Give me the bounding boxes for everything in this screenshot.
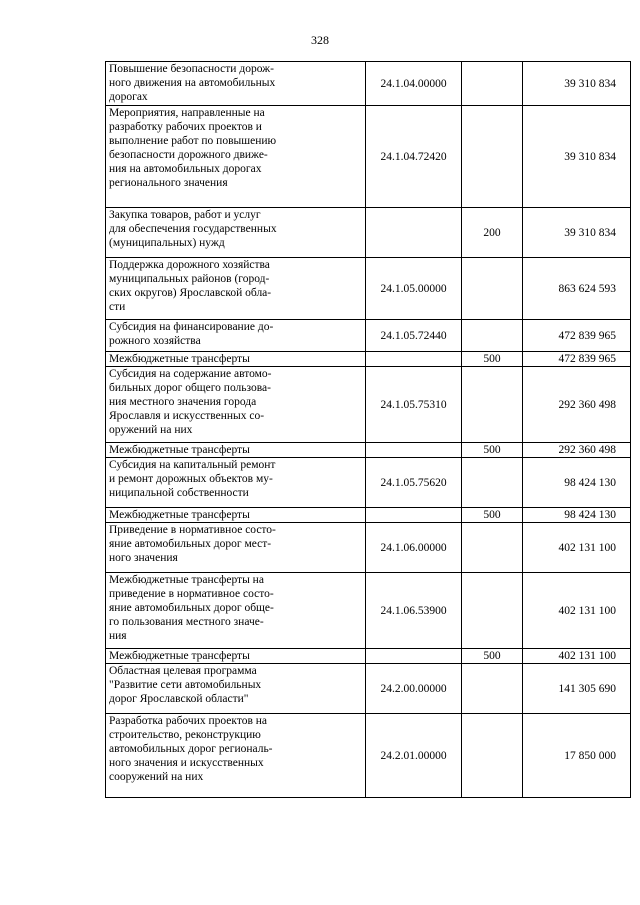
table-row [106, 367, 631, 443]
row-name-cell: Субсидия на капитальный ремонт и ремонт дорожных объектов му- ниципальной собственности [106, 458, 366, 508]
page-number: 328 [311, 33, 329, 47]
table-row [106, 320, 631, 352]
row-expense-type-cell [462, 106, 523, 208]
table-row [106, 106, 631, 208]
row-code-cell: 24.2.01.00000 [366, 714, 462, 798]
row-amount-cell: 472 839 965 [523, 352, 631, 367]
row-amount-cell: 472 839 965 [523, 320, 631, 352]
table-row [106, 649, 631, 664]
table-row [106, 352, 631, 367]
row-name-cell: Межбюджетные трансферты на приведение в нормативное состо- яние автомобильных дорог обще- го пользования местного значе- ния [106, 573, 366, 649]
row-code-cell [366, 649, 462, 664]
row-expense-type-cell [462, 664, 523, 714]
row-code-cell: 24.2.00.00000 [366, 664, 462, 714]
row-code-cell: 24.1.06.53900 [366, 573, 462, 649]
row-amount-cell: 39 310 834 [523, 62, 631, 106]
row-expense-type-cell: 500 [462, 352, 523, 367]
row-amount-cell: 39 310 834 [523, 208, 631, 258]
table-row [106, 443, 631, 458]
row-code-cell: 24.1.04.72420 [366, 106, 462, 208]
row-amount-cell: 292 360 498 [523, 367, 631, 443]
row-code-cell: 24.1.05.00000 [366, 258, 462, 320]
row-amount-cell: 98 424 130 [523, 508, 631, 523]
row-amount-cell: 141 305 690 [523, 664, 631, 714]
table-row [106, 258, 631, 320]
table-row [106, 573, 631, 649]
table-row [106, 508, 631, 523]
row-code-cell [366, 208, 462, 258]
row-amount-cell: 402 131 100 [523, 573, 631, 649]
row-name-cell: Межбюджетные трансферты [106, 649, 366, 664]
row-code-cell: 24.1.06.00000 [366, 523, 462, 573]
row-amount-cell: 292 360 498 [523, 443, 631, 458]
table-row [106, 664, 631, 714]
row-name-cell: Субсидия на финансирование до- рожного хозяйства [106, 320, 366, 352]
row-name-cell: Приведение в нормативное состо- яние автомобильных дорог мест- ного значения [106, 523, 366, 573]
row-code-cell: 24.1.05.72440 [366, 320, 462, 352]
row-name-cell: Межбюджетные трансферты [106, 508, 366, 523]
table-row [106, 208, 631, 258]
row-amount-cell: 863 624 593 [523, 258, 631, 320]
table-row [106, 62, 631, 106]
row-expense-type-cell [462, 523, 523, 573]
row-amount-cell: 402 131 100 [523, 649, 631, 664]
table-row [106, 714, 631, 798]
row-expense-type-cell [462, 320, 523, 352]
row-expense-type-cell [462, 714, 523, 798]
row-expense-type-cell: 500 [462, 649, 523, 664]
row-code-cell [366, 443, 462, 458]
row-amount-cell: 402 131 100 [523, 523, 631, 573]
row-code-cell: 24.1.04.00000 [366, 62, 462, 106]
row-code-cell [366, 508, 462, 523]
row-name-cell: Закупка товаров, работ и услуг для обеспечения государственных (муниципальных) нужд [106, 208, 366, 258]
row-expense-type-cell [462, 458, 523, 508]
row-expense-type-cell: 200 [462, 208, 523, 258]
row-name-cell: Областная целевая программа "Развитие сети автомобильных дорог Ярославской области" [106, 664, 366, 714]
row-expense-type-cell: 500 [462, 443, 523, 458]
row-name-cell: Мероприятия, направленные на разработку рабочих проектов и выполнение работ по повышению безопасности дорожного движе- ния на автомобильных дорогах регионального значения [106, 106, 366, 208]
row-expense-type-cell [462, 258, 523, 320]
row-amount-cell: 39 310 834 [523, 106, 631, 208]
row-code-cell: 24.1.05.75310 [366, 367, 462, 443]
row-code-cell [366, 352, 462, 367]
row-name-cell: Субсидия на содержание автомо- бильных дорог общего пользова- ния местного значения города Ярославля и искусственных со- оружений на них [106, 367, 366, 443]
row-expense-type-cell: 500 [462, 508, 523, 523]
row-expense-type-cell [462, 367, 523, 443]
row-name-cell: Межбюджетные трансферты [106, 443, 366, 458]
row-name-cell: Разработка рабочих проектов на строительство, реконструкцию автомобильных дорог региональ- ного значения и искусственных сооружений на них [106, 714, 366, 798]
budget-table [105, 61, 631, 798]
table-row [106, 523, 631, 573]
row-amount-cell: 98 424 130 [523, 458, 631, 508]
table-row [106, 458, 631, 508]
row-expense-type-cell [462, 573, 523, 649]
row-name-cell: Повышение безопасности дорож- ного движения на автомобильных дорогах [106, 62, 366, 106]
row-name-cell: Поддержка дорожного хозяйства муниципальных районов (город- ских округов) Ярославской обла- сти [106, 258, 366, 320]
row-name-cell: Межбюджетные трансферты [106, 352, 366, 367]
row-expense-type-cell [462, 62, 523, 106]
row-amount-cell: 17 850 000 [523, 714, 631, 798]
row-code-cell: 24.1.05.75620 [366, 458, 462, 508]
